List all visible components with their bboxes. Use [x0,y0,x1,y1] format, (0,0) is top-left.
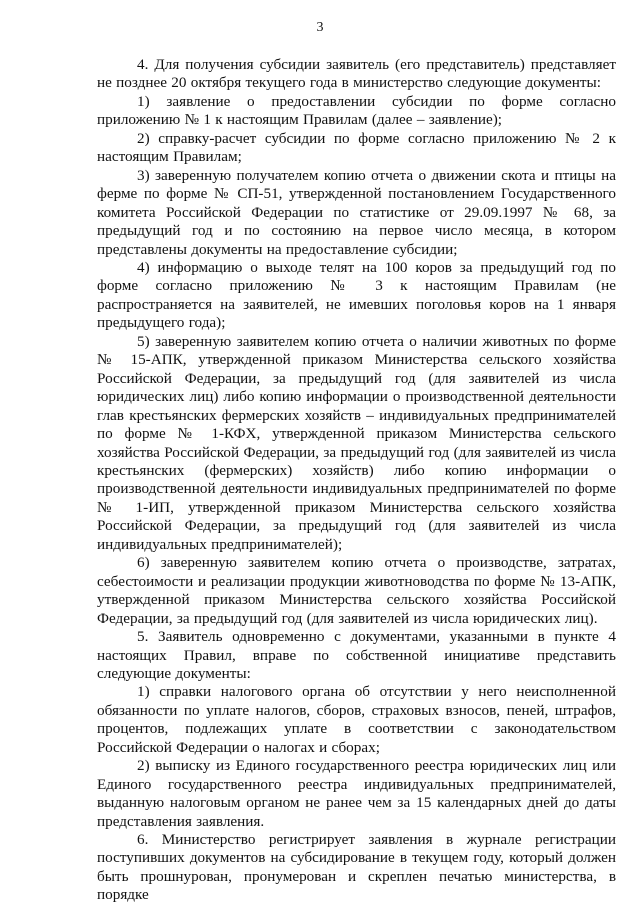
paragraph-4-item-2: 2) справку-расчет субсидии по форме согласно приложению № 2 к настоящим Правилам; [97,129,616,166]
paragraph-4-item-6: 6) заверенную заявителем копию отчета о производстве, затратах, себестоимости и реализации продукции животноводства по форме № 13-АПК, утвержденной приказом Министерства сельского хозяйства Российской Федерации, за предыдущий год (для заявителей из числа юридических лиц). [97,554,616,627]
paragraph-6: 6. Министерство регистрирует заявления в журнале регистрации поступивших документов на субсидирование в текущем году, который должен быть прошнурован, пронумерован и скреплен печатью министерства, в порядке [97,831,616,904]
paragraph-4-item-3: 3) заверенную получателем копию отчета о движении скота и птицы на ферме по форме № СП-51, утвержденной постановлением Государственного комитета Российской Федерации по статистике от 29.09.1997 № 68, за предыдущий год и по состоянию на первое число месяца, в котором представлены документы на предоставление субсидии; [97,166,616,258]
paragraph-5-item-2: 2) выписку из Единого государственного реестра юридических лиц или Единого государственного реестра индивидуальных предпринимателей, выданную налоговым органом не ранее чем за 15 календарных дней до даты представления заявления. [97,757,616,830]
paragraph-5-item-1: 1) справки налогового органа об отсутствии у него неисполненной обязанности по уплате налогов, сборов, страховых взносов, пеней, штрафов, процентов, подлежащих уплате в соответствии с законодательством Российской Федерации о налогах и сборах; [97,683,616,756]
paragraph-4: 4. Для получения субсидии заявитель (его представитель) представляет не позднее 20 октября текущего года в министерство следующие документы: [97,56,616,92]
paragraph-4-item-5: 5) заверенную заявителем копию отчета о наличии животных по форме № 15-АПК, утвержденной приказом Министерства сельского хозяйства Российской Федерации, за предыдущий год (для заявителей из числа юридических лиц) либо копию информации о производственной деятельности глав крестьянских фермерских хозяйств – индивидуальных предпринимателей по форме № 1-КФХ, утвержденной приказом Министерства сельского хозяйства Российской Федерации, за предыдущий год (для заявителей из числа крестьянских (фермерских) хозяйств) либо копию информации о производственной деятельности индивидуальных предпринимателей по форме № 1-ИП, утвержденной приказом Министерства сельского хозяйства Российской Федерации, за предыдущий год (для заявителей из числа индивидуальных предпринимателей); [97,332,616,553]
document-body [97,56,616,905]
page-number: 3 [316,20,324,35]
paragraph-4-item-4: 4) информацию о выходе телят на 100 коров за предыдущий год по форме согласно приложению № 3 к настоящим Правилам (не распространяется на заявителей, не имевших поголовья коров на 1 января предыдущего года); [97,258,616,332]
paragraph-4-item-1: 1) заявление о предоставлении субсидии по форме согласно приложению № 1 к настоящим Правилам (далее – заявление); [97,92,616,129]
paragraph-5: 5. Заявитель одновременно с документами, указанными в пункте 4 настоящих Правил, вправе по собственной инициативе представить следующие документы: [97,628,616,682]
